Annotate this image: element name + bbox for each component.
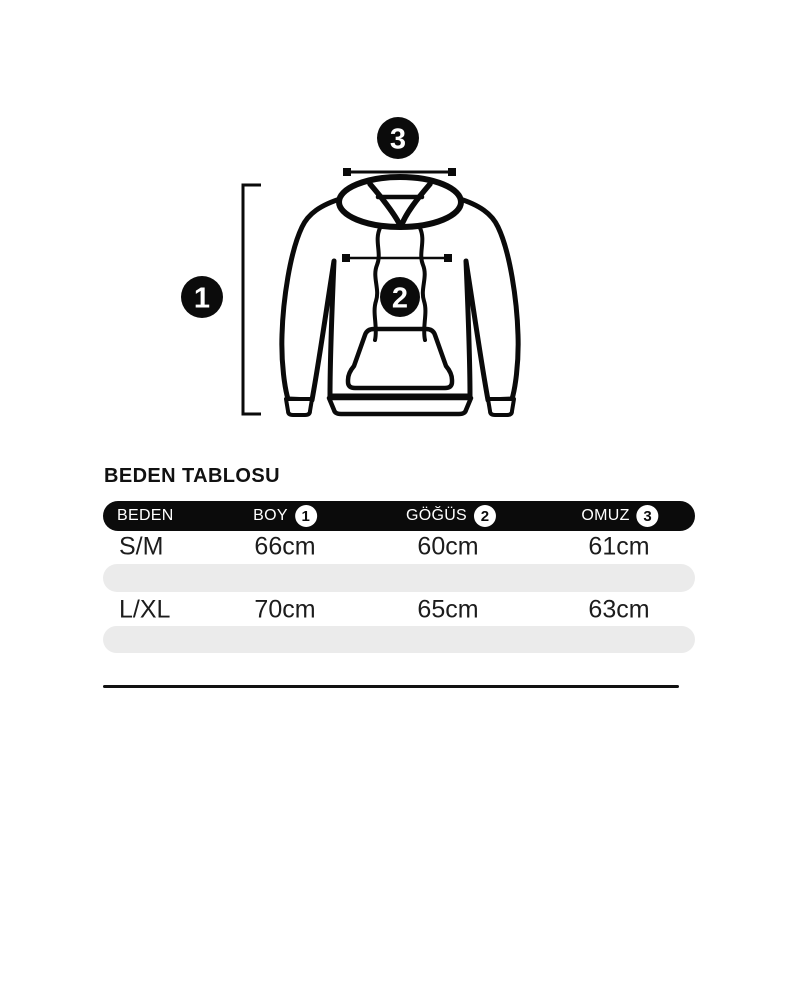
- size-cell: S/M: [119, 532, 164, 561]
- gogus-number-badge: 2: [474, 505, 496, 527]
- shoulder-badge: [377, 117, 419, 159]
- boy-cell: 70cm: [254, 595, 316, 624]
- table-row-sm: [103, 532, 695, 562]
- column-header-gogus: [406, 505, 496, 527]
- column-header-omuz-label: OMUZ: [581, 507, 630, 524]
- size-cell: L/XL: [119, 595, 171, 624]
- column-header-gogus-label: GÖĞÜS: [405, 507, 468, 524]
- column-header-boy: [253, 505, 317, 527]
- gogus-cell: 60cm: [417, 532, 479, 561]
- chest-badge-number: 2: [391, 282, 409, 315]
- boy-cell: 66cm: [254, 532, 316, 561]
- hoodie-left-cuff: [286, 399, 312, 415]
- boy-number-badge: 1: [295, 505, 317, 527]
- omuz-number-badge: 3: [637, 505, 659, 527]
- shoulder-badge-number: 3: [389, 123, 407, 156]
- hoodie-measurement-diagram: [0, 0, 800, 460]
- size-chart-title: BEDEN TABLOSU: [104, 465, 280, 487]
- table-stripe: [103, 626, 695, 653]
- chest-badge: [380, 277, 420, 317]
- bottom-divider-line: [103, 685, 679, 688]
- table-row-lxl: [103, 595, 695, 625]
- hoodie-pocket: [348, 329, 452, 388]
- table-header-row: [103, 501, 695, 531]
- length-badge: [181, 276, 223, 318]
- column-header-boy-label: BOY: [253, 507, 288, 524]
- gogus-cell: 65cm: [417, 595, 479, 624]
- omuz-cell: 61cm: [588, 532, 650, 561]
- omuz-cell: 63cm: [588, 595, 650, 624]
- length-measure-bracket: [243, 185, 261, 414]
- hoodie-waistband: [329, 398, 471, 414]
- length-badge-number: 1: [193, 282, 211, 315]
- column-header-beden: BEDEN: [117, 507, 174, 524]
- table-stripe: [103, 564, 695, 592]
- hoodie-right-cuff: [488, 399, 514, 415]
- column-header-omuz: [581, 505, 658, 527]
- size-chart-table: [103, 501, 695, 701]
